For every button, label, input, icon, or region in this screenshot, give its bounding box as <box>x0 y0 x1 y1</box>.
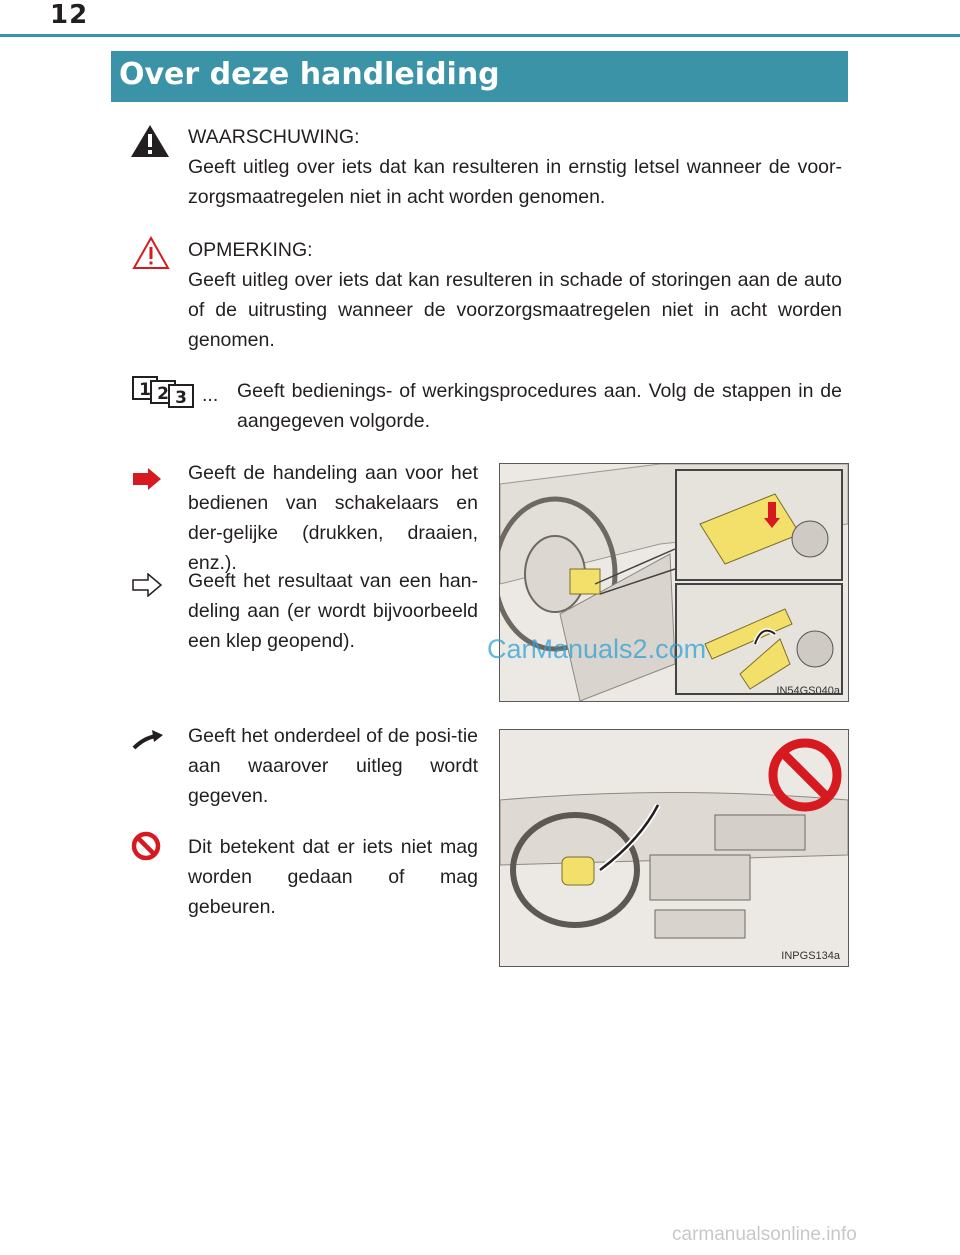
warning-title: WAARSCHUWING: <box>188 126 360 148</box>
dashboard-drawing <box>500 730 848 966</box>
notice-text: Geeft uitleg over iets dat kan resulteren in schade of storingen aan de auto of de uitrusting wanneer de voorzorgsmaatregelen niet in acht worden genomen. <box>188 269 842 351</box>
prohibited-icon <box>131 831 161 861</box>
top-rule <box>0 34 960 37</box>
warning-text: Geeft uitleg over iets dat kan resulteren in ernstig letsel wanneer de voor-zorgsmaatregelen niet in acht worden genomen. <box>188 156 842 208</box>
steps-dots: ... <box>202 384 219 406</box>
watermark: CarManuals2.com <box>487 634 707 664</box>
section-title: Over deze handleiding <box>119 57 500 92</box>
steps-text: Geeft bedienings- of werkingsprocedures aan. Volg de stappen in de aangegeven volgorde. <box>237 380 842 432</box>
warning-triangle-filled-icon <box>130 124 170 158</box>
console-figure-code: IN54GS040a <box>776 685 840 697</box>
dashboard-illustration <box>499 729 849 967</box>
dashboard-figure-code: INPGS134a <box>781 950 840 962</box>
pointer-text: Geeft het onderdeel of de posi-tie aan waarover uitleg wordt gegeven. <box>188 725 478 807</box>
section-header <box>111 51 848 102</box>
step-badge-2: 2 <box>157 384 169 404</box>
warning-triangle-outline-icon <box>132 236 170 270</box>
prohibited-text: Dit betekent dat er iets niet mag worden gedaan of mag gebeuren. <box>188 836 478 918</box>
notice-block <box>188 235 842 355</box>
notice-title: OPMERKING: <box>188 239 313 261</box>
warning-block <box>188 122 842 212</box>
action-text: Geeft de handeling aan voor het bedienen van schakelaars en der-gelijke (drukken, draaien, enz.). <box>188 462 478 574</box>
console-illustration <box>499 463 849 702</box>
step-badge-3: 3 <box>175 388 187 408</box>
step-badge-1: 1 <box>139 380 151 400</box>
result-text: Geeft het resultaat van een han-deling aan (er wordt bijvoorbeeld een klep geopend). <box>188 570 478 652</box>
steps-123-icon <box>131 375 201 409</box>
console-drawing <box>500 464 848 701</box>
outline-arrow-icon <box>132 573 162 597</box>
page-number: 12 <box>50 0 89 30</box>
filled-arrow-icon <box>132 468 162 490</box>
footer-watermark: carmanualsonline.info <box>672 1224 857 1245</box>
pointer-arrow-icon <box>132 728 164 750</box>
